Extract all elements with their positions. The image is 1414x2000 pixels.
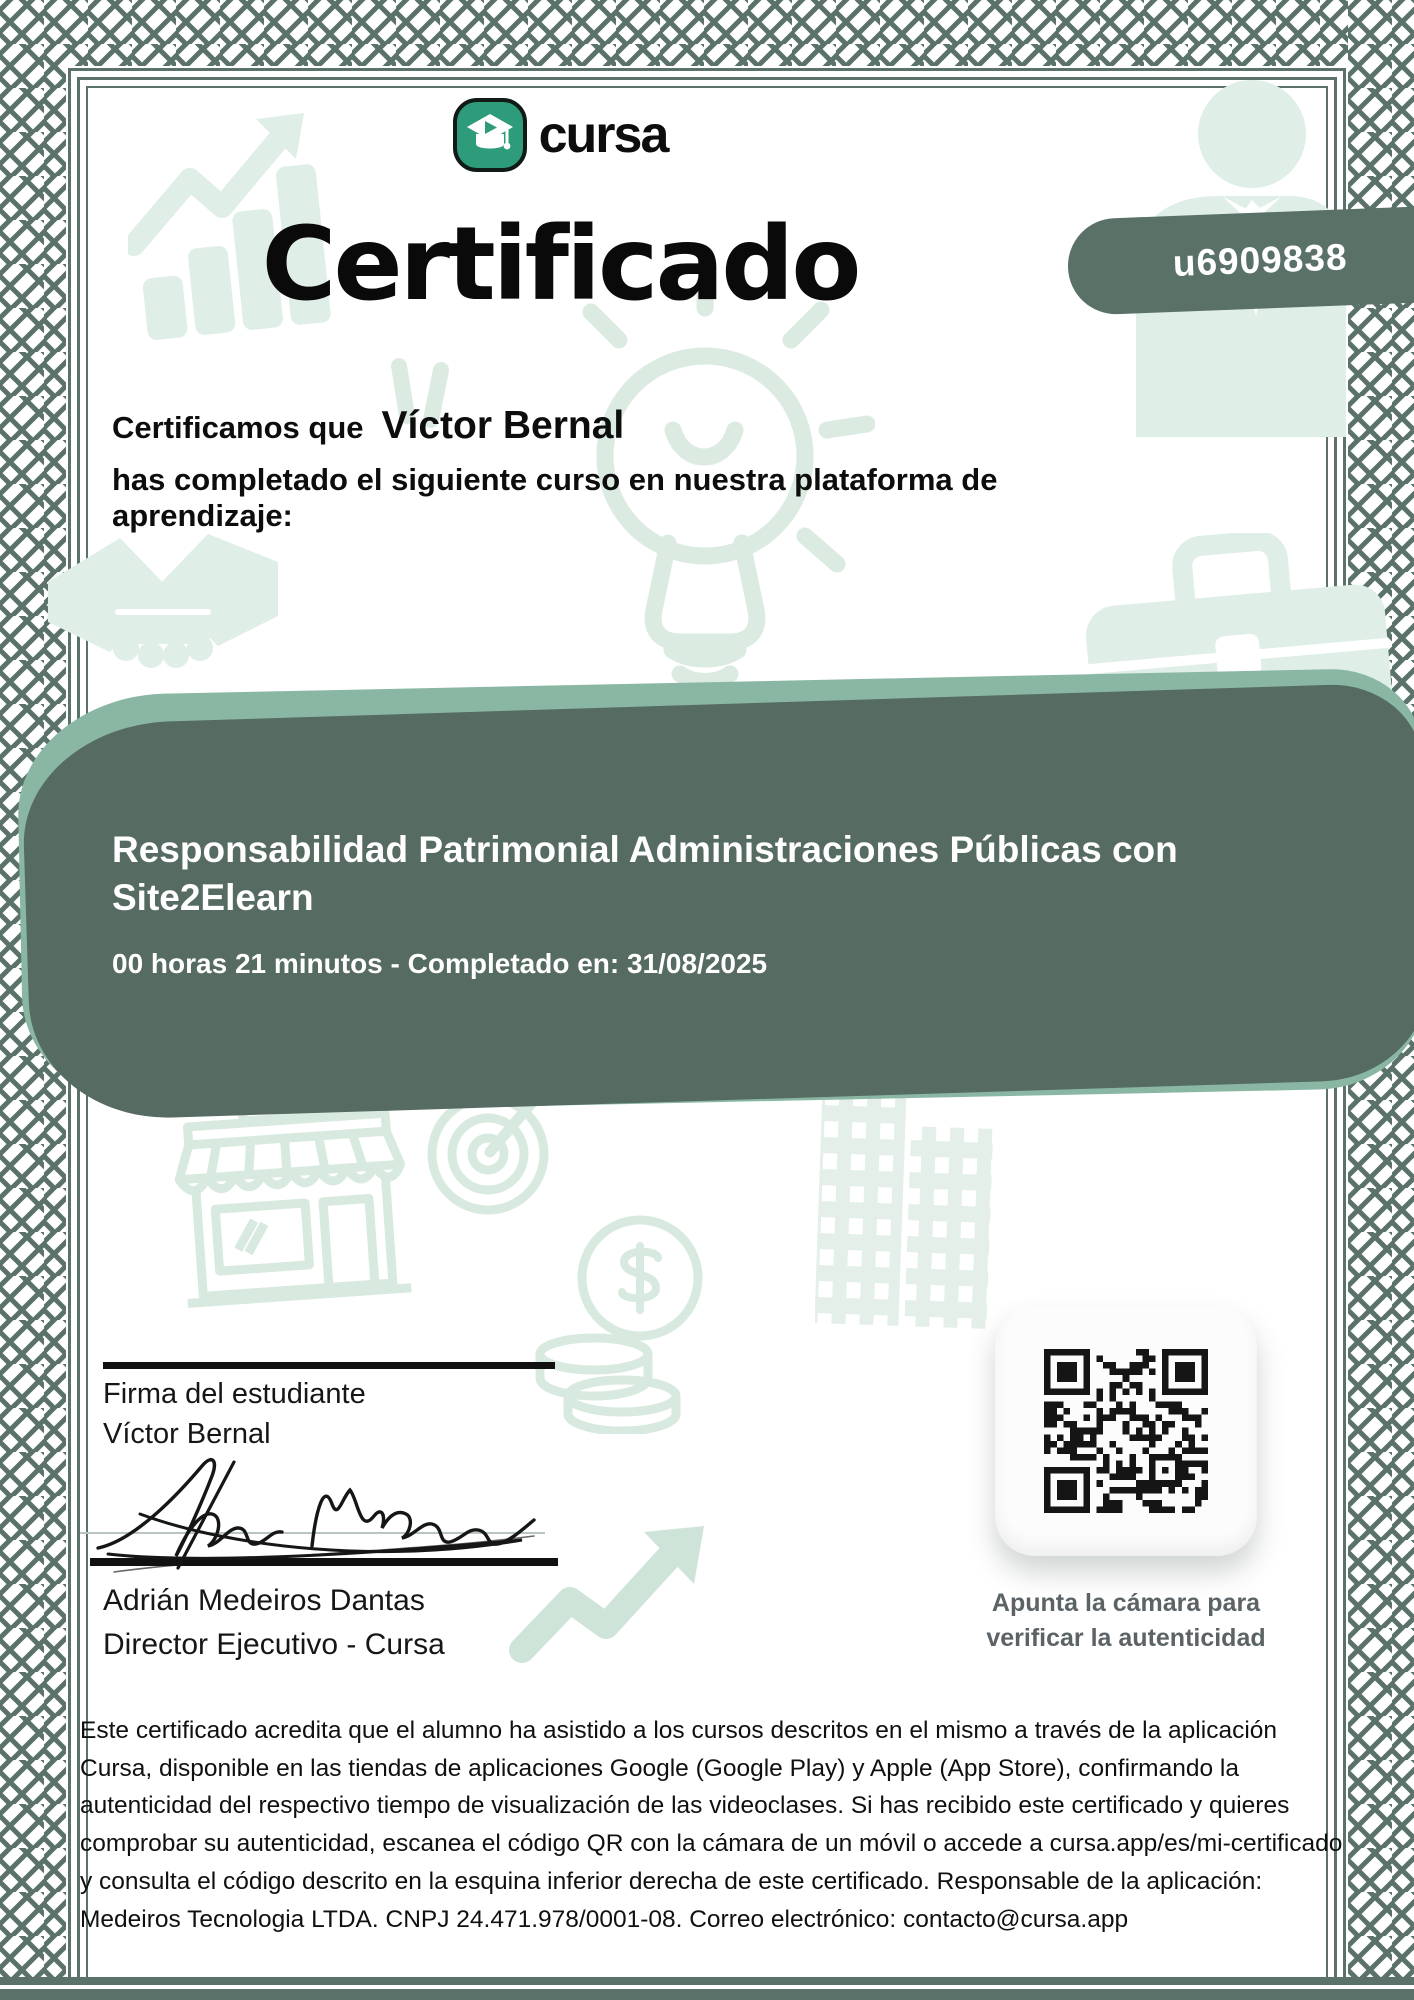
- qr-card: [995, 1306, 1257, 1556]
- intro-prefix: Certificamos que: [112, 410, 364, 445]
- qr-caption: [938, 1586, 1314, 1656]
- qr-code: [1044, 1349, 1208, 1513]
- bottom-border-strip-2: [0, 1989, 1414, 2000]
- certificate-code: u6909838: [1172, 236, 1349, 284]
- course-info: [112, 826, 1232, 980]
- student-name: Víctor Bernal: [381, 404, 625, 447]
- qr-caption-line2: verificar la autenticidad: [986, 1624, 1266, 1652]
- signature-label: Firma del estudiante: [103, 1378, 366, 1410]
- border-pattern-top: [0, 0, 1414, 66]
- handwritten-signature: [82, 1448, 562, 1606]
- qr-caption-line1: Apunta la cámara para: [991, 1589, 1261, 1617]
- bottom-border-strip-1: [0, 1977, 1414, 1985]
- intro-line2: has completado el siguiente curso en nuestra plataforma de aprendizaje:: [112, 462, 998, 533]
- certificate-title: Certificado: [261, 205, 859, 324]
- signer-name: Adrián Medeiros Dantas: [103, 1584, 425, 1617]
- footer-legal-text: Este certificado acredita que el alumno ha asistido a los cursos descritos en el mismo a través de la aplicación Cursa, disponible en las tiendas de aplicaciones Google (Google Play) y Apple (App Store), confirmando la autenticidad del respectivo tiempo de visualización de las videoclases. Si has recibido este certificado y quieres comprobar su autenticidad, escanea el código QR con la cámara de un móvil o accede a cursa.app/es/mi-certificado y consulta el código descrito en la esquina inferior derecha de este certificado. Responsable de la aplicación: Medeiros Tecnologia LTDA. CNPJ 24.471.978/0001-08. Correo electrónico: contacto@cursa.app: [80, 1717, 1343, 1933]
- signature-student-name: Víctor Bernal: [103, 1418, 271, 1450]
- course-title: Responsabilidad Patrimonial Administraciones Públicas con Site2Elearn: [112, 829, 1178, 919]
- coins-watermark-icon: [518, 1212, 740, 1434]
- cursa-logo: [0, 98, 1120, 172]
- graduation-cap-icon: [463, 108, 517, 162]
- cursa-wordmark: cursa: [538, 106, 668, 164]
- signer-title: Director Ejecutivo - Cursa: [103, 1628, 445, 1661]
- intro-block: [112, 404, 1092, 534]
- signature-rule-top: [103, 1362, 555, 1369]
- course-meta: 00 horas 21 minutos - Completado en: 31/08/2025: [112, 948, 768, 980]
- certificate-code-badge: [1066, 204, 1414, 316]
- cursa-logo-icon: [453, 98, 527, 172]
- handshake-watermark-icon: [48, 520, 278, 716]
